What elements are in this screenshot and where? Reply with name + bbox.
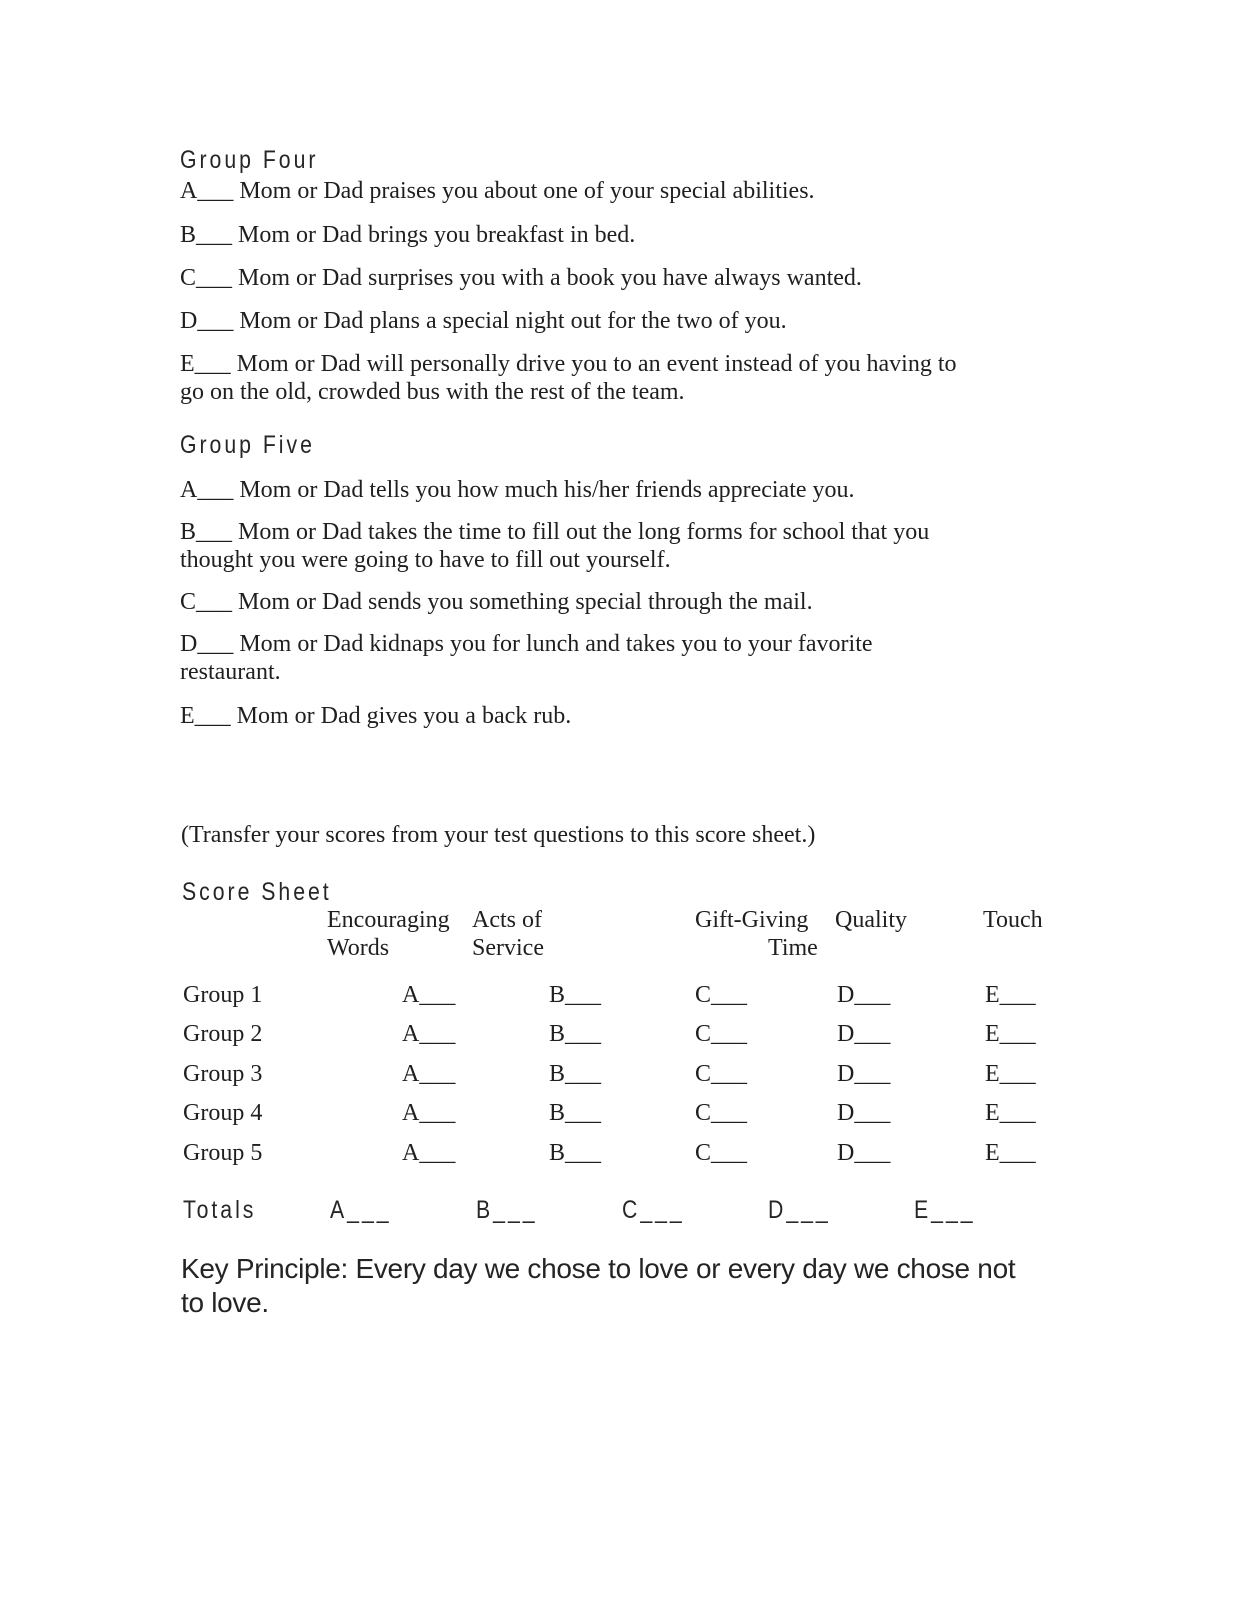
group-four-item-c: C___ Mom or Dad surprises you with a book you have always wanted. — [180, 265, 862, 291]
group-four-item-e — [180, 350, 957, 406]
row-label: Group 2 — [183, 1021, 263, 1047]
column-header-line: Encouraging — [327, 907, 450, 933]
column-header-encouraging-words — [327, 906, 450, 962]
group-four-item-b: B___ Mom or Dad brings you breakfast in bed. — [180, 222, 636, 248]
totals-label: Totals — [183, 1196, 257, 1224]
group-four-item-d: D___ Mom or Dad plans a special night out for the two of you. — [180, 308, 787, 334]
score-blank-b: B___ — [549, 1061, 602, 1087]
score-blank-a: A___ — [402, 1100, 456, 1126]
score-blank-a: A___ — [402, 1140, 456, 1166]
score-blank-d: D___ — [837, 1140, 891, 1166]
group-five-heading: Group Five — [180, 431, 315, 459]
row-label: Group 5 — [183, 1140, 263, 1166]
score-row-group-1 — [0, 981, 1236, 1009]
group-five-item-b — [180, 518, 929, 574]
score-blank-e: E___ — [985, 1100, 1036, 1126]
score-blank-a: A___ — [402, 982, 456, 1008]
totals-blank-a: A___ — [330, 1196, 392, 1224]
score-blank-d: D___ — [837, 1021, 891, 1047]
item-line: E___ Mom or Dad will personally drive you to an event instead of you having to — [180, 351, 957, 377]
score-blank-c: C___ — [695, 1061, 748, 1087]
item-line: go on the old, crowded bus with the rest of the team. — [180, 379, 685, 405]
score-blank-b: B___ — [549, 1021, 602, 1047]
item-line: restaurant. — [180, 659, 281, 685]
score-blank-b: B___ — [549, 1100, 602, 1126]
column-header-touch: Touch — [983, 907, 1043, 933]
transfer-note: (Transfer your scores from your test questions to this score sheet.) — [181, 822, 816, 848]
key-principle-line: Key Principle: Every day we chose to love or every day we chose not — [181, 1253, 1016, 1284]
row-label: Group 3 — [183, 1061, 263, 1087]
column-header-line: Time — [768, 935, 818, 961]
group-five-item-a: A___ Mom or Dad tells you how much his/her friends appreciate you. — [180, 477, 855, 503]
column-header-line: Gift-Giving — [695, 907, 809, 933]
score-blank-d: D___ — [837, 1061, 891, 1087]
item-line: thought you were going to have to fill out yourself. — [180, 547, 671, 573]
score-sheet-heading: Score Sheet — [182, 878, 332, 906]
score-blank-a: A___ — [402, 1021, 456, 1047]
score-blank-e: E___ — [985, 1061, 1036, 1087]
totals-blank-c: C___ — [622, 1196, 685, 1224]
column-header-quality: Quality — [835, 907, 907, 933]
score-blank-e: E___ — [985, 982, 1036, 1008]
totals-blank-e: E___ — [914, 1196, 976, 1224]
totals-blank-b: B___ — [476, 1196, 538, 1224]
score-blank-e: E___ — [985, 1140, 1036, 1166]
score-blank-d: D___ — [837, 982, 891, 1008]
totals-blank-d: D___ — [768, 1196, 831, 1224]
group-four-heading: Group Four — [180, 146, 319, 174]
score-blank-b: B___ — [549, 982, 602, 1008]
group-five-item-e: E___ Mom or Dad gives you a back rub. — [180, 703, 572, 729]
score-row-group-3 — [0, 1060, 1236, 1088]
column-header-line: Acts of — [472, 907, 542, 933]
column-header-line: Words — [327, 935, 390, 961]
group-four-item-a: A___ Mom or Dad praises you about one of your special abilities. — [180, 178, 815, 204]
score-blank-d: D___ — [837, 1100, 891, 1126]
totals-row — [0, 1197, 1236, 1225]
score-blank-e: E___ — [985, 1021, 1036, 1047]
column-header-gift-giving-time — [695, 906, 818, 962]
column-header-acts-of-service — [472, 906, 544, 962]
score-row-group-2 — [0, 1020, 1236, 1048]
column-header-line: Service — [472, 935, 544, 961]
score-row-group-5 — [0, 1139, 1236, 1167]
score-blank-c: C___ — [695, 1140, 748, 1166]
group-five-item-c: C___ Mom or Dad sends you something special through the mail. — [180, 589, 813, 615]
score-sheet-header-row — [0, 906, 1236, 962]
key-principle-line: to love. — [181, 1287, 269, 1318]
group-five-item-d — [180, 630, 873, 686]
row-label: Group 1 — [183, 982, 263, 1008]
score-row-group-4 — [0, 1099, 1236, 1127]
key-principle — [181, 1252, 1015, 1320]
score-blank-b: B___ — [549, 1140, 602, 1166]
score-blank-c: C___ — [695, 1021, 748, 1047]
score-blank-c: C___ — [695, 982, 748, 1008]
row-label: Group 4 — [183, 1100, 263, 1126]
score-blank-a: A___ — [402, 1061, 456, 1087]
score-blank-c: C___ — [695, 1100, 748, 1126]
item-line: D___ Mom or Dad kidnaps you for lunch and takes you to your favorite — [180, 631, 873, 657]
item-line: B___ Mom or Dad takes the time to fill out the long forms for school that you — [180, 519, 930, 545]
